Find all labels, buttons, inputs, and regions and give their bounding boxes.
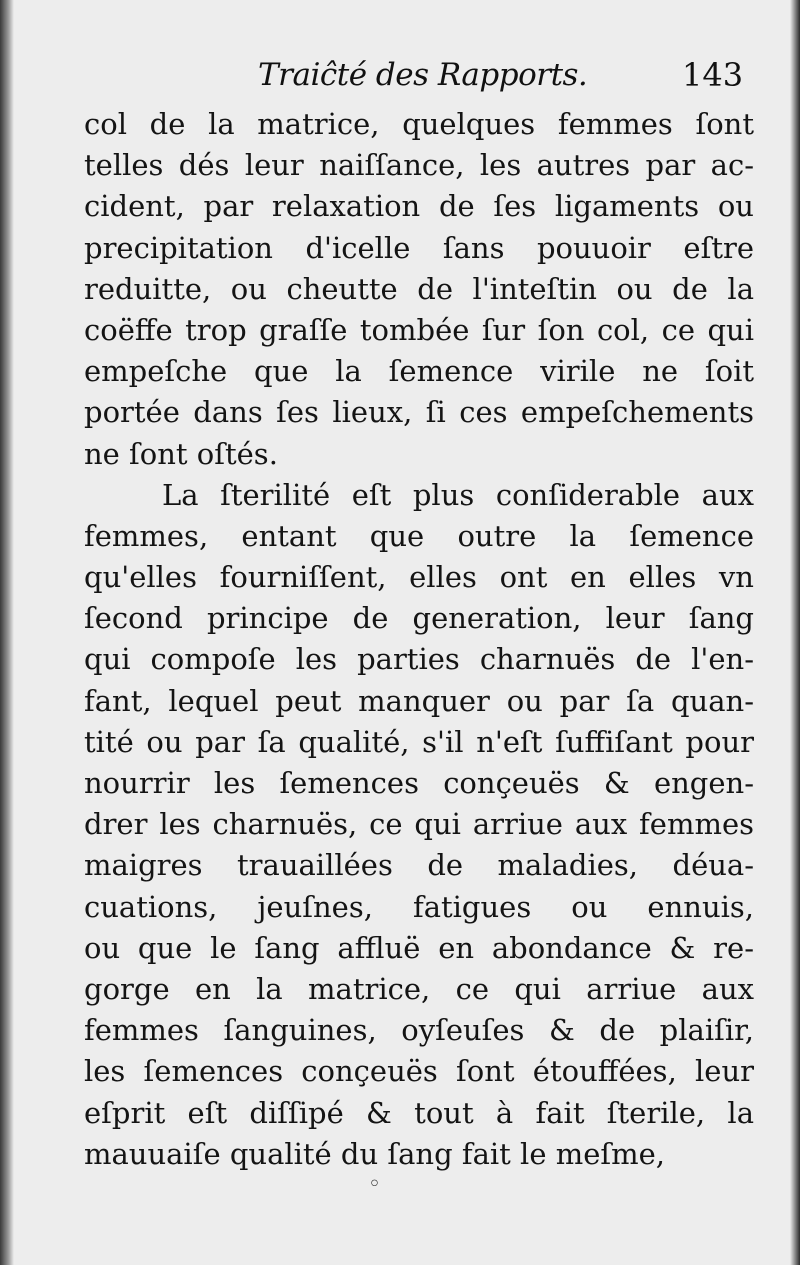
text-line: les ſemences conçeuës ſont étouffées, leur: [84, 1054, 754, 1089]
text-line: fant, lequel peut manquer ou par ſa quan-: [84, 683, 754, 718]
text-line: gorge en la matrice, ce qui arriue aux: [84, 971, 754, 1006]
text-line: telles dés leur naiſſance, les autres par ac-: [84, 148, 754, 183]
body-text: [84, 104, 754, 1175]
text-line: cident, par relaxation de ſes ligaments ou: [84, 189, 754, 224]
running-title: Traiĉté des Rapports.: [258, 57, 588, 93]
text-line: femmes, entant que outre la ſemence: [84, 518, 754, 553]
page-header: [0, 50, 800, 100]
text-line: ou que le ſang affluë en abondance & re-: [84, 930, 754, 965]
text-line: La ſterilité eſt plus conſiderable aux: [162, 477, 754, 512]
text-line: portée dans ſes lieux, ſi ces empeſchements: [84, 395, 754, 430]
text-line: qu'elles fourniſſent, elles ont en elles vn: [84, 560, 754, 595]
ornament-icon: ◦: [368, 1172, 381, 1197]
text-line: mauuaiſe qualité du ſang fait le meſme,: [84, 1136, 665, 1171]
text-line: eſprit eſt diſſipé & tout à fait ſterile, la: [84, 1095, 754, 1130]
text-line: cuations, jeuſnes, fatigues ou ennuis,: [84, 889, 754, 924]
page-number: 143: [682, 56, 744, 94]
text-line: reduitte, ou cheutte de l'inteſtin ou de la: [84, 271, 754, 306]
text-line: precipitation d'icelle ſans pouuoir eſtre: [84, 230, 754, 265]
text-line: col de la matrice, quelques femmes ſont: [84, 107, 754, 141]
text-line: empeſche que la ſemence virile ne ſoit: [84, 354, 754, 389]
text-line: nourrir les ſemences conçeuës & engen-: [84, 766, 754, 800]
text-line: tité ou par ſa qualité, s'il n'eſt ſuffiſant pour: [84, 724, 754, 759]
text-line: drer les charnuës, ce qui arriue aux femmes: [84, 807, 754, 842]
text-line: coëffe trop graſſe tombée ſur ſon col, ce qui: [84, 312, 754, 347]
text-line: ne ſont oſtés.: [84, 436, 278, 471]
text-line: ſecond principe de generation, leur ſang: [84, 601, 754, 636]
text-line: maigres trauaillées de maladies, déua-: [84, 848, 754, 883]
text-line: qui compoſe les parties charnuës de l'en-: [84, 642, 754, 677]
text-line: femmes ſanguines, oyſeuſes & de plaiſir,: [84, 1013, 754, 1048]
